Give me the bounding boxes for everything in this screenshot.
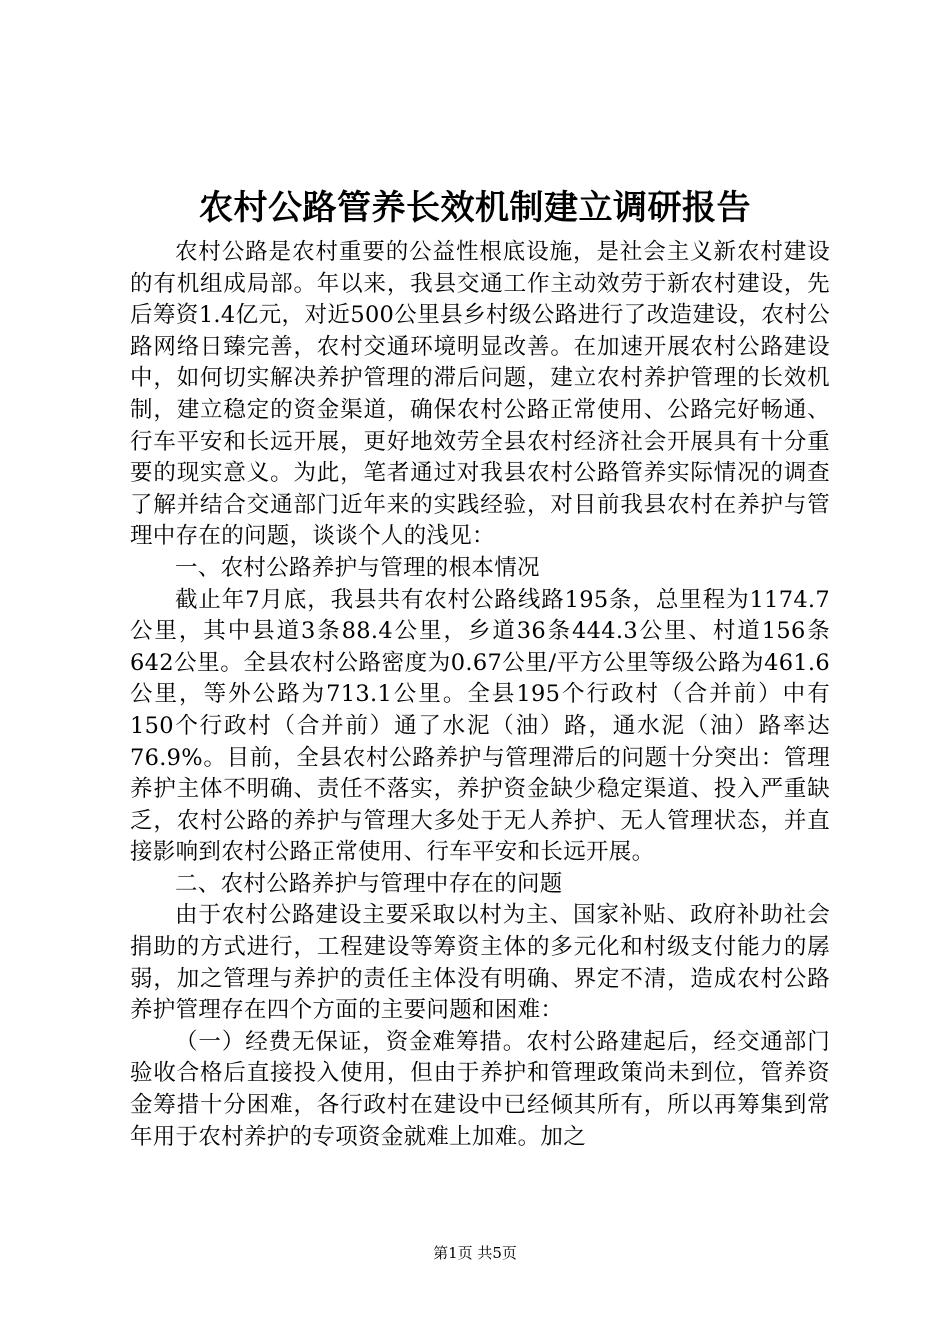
page-number: 第1页 共5页 [433, 1244, 517, 1262]
section-heading-1: 一、农村公路养护与管理的根本情况 [175, 554, 540, 581]
paragraph-funding: （一）经费无保证，资金难筹措。农村公路建起后，经交通部门验收合格后直接投入使用，但由于养护和管理政策尚未到位，管养资金筹措十分困难，各行政村在建设中已经倾其所有，所以再筹集到常年用于农村养护的专项资金就难上加难。加之 [130, 1028, 830, 1150]
paragraph-basic-situation: 截止年7月底，我县共有农村公路线路195条，总里程为1174.7公里，其中县道3条88.4公里，乡道36条444.3公里、村道156条642公里。全县农村公路密度为0.67公里/平方公里等级公路为461.6公里，等外公路为713.1公里。全县195个行政村（合并前）中有150个行政村（合并前）通了水泥（油）路，通水泥（油）路率达76.9%。目前，全县农村公路养护与管理滞后的问题十分突出：管理养护主体不明确、责任不落实，养护资金缺少稳定渠道、投入严重缺乏，农村公路的养护与管理大多处于无人养护、无人管理状态，并直接影响到农村公路正常使用、行车平安和长远开展。 [130, 586, 830, 866]
paragraph-problems: 由于农村公路建设主要采取以村为主、国家补贴、政府补助社会捐助的方式进行，工程建设等筹资主体的多元化和村级支付能力的孱弱，加之管理与养护的责任主体没有明确、界定不清，造成农村公路养护管理存在四个方面的主要问题和困难： [130, 902, 830, 1024]
document-title: 农村公路管养长效机制建立调研报告 [199, 188, 751, 228]
section-heading-2: 二、农村公路养护与管理中存在的问题 [175, 870, 563, 897]
paragraph-intro: 农村公路是农村重要的公益性根底设施，是社会主义新农村建设的有机组成局部。年以来，我县交通工作主动效劳于新农村建设，先后筹资1.4亿元，对近500公里县乡村级公路进行了改造建设，农村公路网络日臻完善，农村交通环境明显改善。在加速开展农村公路建设中，如何切实解决养护管理的滞后问题，建立农村养护管理的长效机制，建立稳定的资金渠道，确保农村公路正常使用、公路完好畅通、行车平安和长远开展，更好地效劳全县农村经济社会开展具有十分重要的现实意义。为此，笔者通过对我县农村公路管养实际情况的调查了解并结合交通部门近年来的实践经验，对目前我县农村在养护与管理中存在的问题，谈谈个人的浅见： [130, 239, 830, 550]
document-body [130, 237, 830, 1153]
